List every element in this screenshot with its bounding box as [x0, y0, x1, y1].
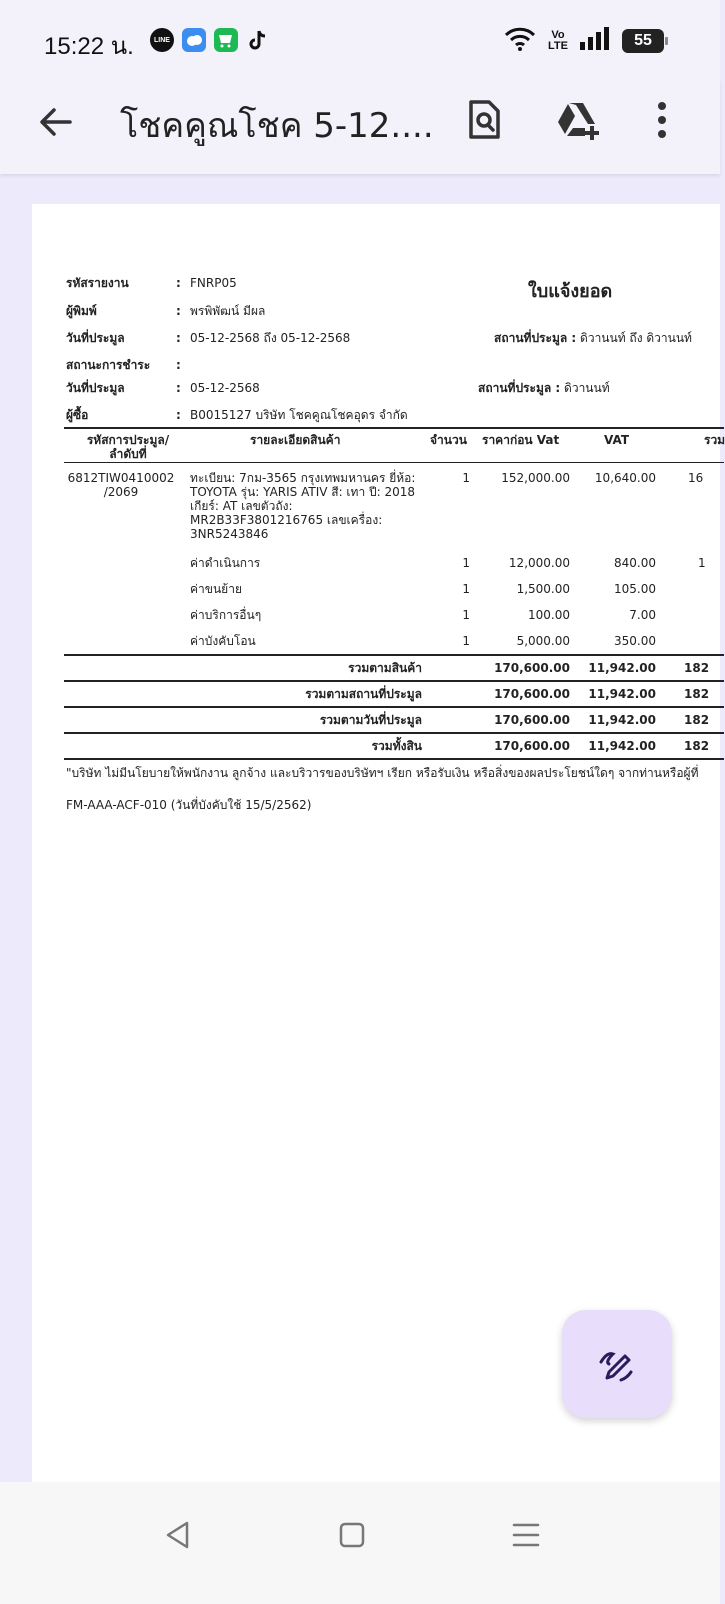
summary-vat: 11,942.00: [588, 713, 656, 727]
nav-home-icon: [338, 1521, 366, 1549]
header-field-buyer: ผู้ซื้อ : B0015127 บริษัท โชคคูณโชคอุดร จำกัด: [66, 408, 408, 422]
policy-footnote: "บริษัท ไม่มีนโยบายให้พนักงาน ลูกจ้าง และบริวารของบริษัทฯ เรียก หรือรับเงิน หรือสิ่งของผลประโยชน์ใดๆ จากท่านหรือผู้ที่: [66, 766, 699, 780]
search-document-icon: [465, 99, 503, 141]
shop-app-icon: [214, 28, 238, 52]
row-price: 100.00: [528, 608, 570, 622]
table-top-rule: [64, 427, 724, 429]
form-code: FM-AAA-ACF-010 (วันที่บังคับใช้ 15/5/2562): [66, 798, 312, 812]
status-app-icons: [150, 28, 270, 52]
nav-back-button[interactable]: [148, 1510, 208, 1560]
nav-back-icon: [163, 1520, 193, 1550]
row-vat: 10,640.00: [594, 471, 656, 485]
back-button[interactable]: [32, 98, 80, 146]
nav-home-button[interactable]: [322, 1510, 382, 1560]
document-title: โชคคูณโชค 5-12....: [120, 106, 434, 146]
header-field-auction-date-range: วันที่ประมูล : 05-12-2568 ถึง 05-12-2568: [66, 331, 351, 345]
item-description: ทะเบียน: 7กม-3565 กรุงเทพมหานคร ยี่ห้อ: TOYOTA รุ่น: YARIS ATIV สี: เทา ปี: 2018 เกียร์: AT เลขตัวถัง: MR2B33F3801216765 เลขเครื่อง: 3NR5243846: [190, 471, 416, 541]
summary-label: รวมตามสถานที่ประมูล: [305, 687, 422, 701]
summary-total: 182: [684, 713, 710, 727]
summary-vat: 11,942.00: [588, 739, 656, 753]
col-header-qty: จำนวน: [430, 433, 467, 447]
nav-menu-button[interactable]: [496, 1510, 556, 1560]
system-nav-bar: [0, 1482, 720, 1604]
app-bar: [0, 80, 720, 174]
header-field-printer: ผู้พิมพ์ : พรพิพัฒน์ มีผล: [66, 304, 266, 318]
row-qty: 1: [462, 608, 470, 622]
table-header-rule: [64, 462, 724, 463]
row-vat: 7.00: [629, 608, 656, 622]
status-time: 15:22 น.: [44, 33, 134, 60]
svg-text:LINE: LINE: [154, 37, 170, 44]
statement-heading: ใบแจ้งยอด: [528, 281, 613, 302]
row-price: 12,000.00: [508, 556, 570, 570]
row-vat: 105.00: [614, 582, 656, 596]
summary-total: 182: [684, 739, 710, 753]
summary-label: รวมตามสินค้า: [348, 661, 422, 675]
weather-app-icon: [182, 28, 206, 52]
col-header-code: รหัสการประมูล/ ลำดับที่: [86, 433, 170, 461]
summary-price: 170,600.00: [494, 713, 570, 727]
row-qty: 1: [462, 582, 470, 596]
search-in-document-button[interactable]: [458, 94, 510, 146]
summary-rule: [64, 758, 724, 760]
edit-fab-button[interactable]: [562, 1310, 672, 1418]
row-qty: 1: [462, 471, 470, 485]
summary-rule: [64, 680, 724, 682]
nav-menu-icon: [511, 1521, 541, 1549]
summary-rule: [64, 654, 724, 656]
signal-icon: [580, 27, 610, 55]
row-desc: ค่าดำเนินการ: [190, 556, 261, 570]
volte-indicator: Vo LTE: [548, 29, 568, 52]
row-desc: ค่าขนย้าย: [190, 582, 242, 596]
row-price: 1,500.00: [516, 582, 570, 596]
item-code: 6812TIW0410002 /2069: [67, 471, 175, 499]
row-qty: 1: [462, 556, 470, 570]
row-total: 16: [688, 471, 704, 485]
header-field-report-code: รหัสรายงาน : FNRP05: [66, 276, 237, 290]
wifi-icon: [504, 26, 536, 56]
more-vert-icon: [656, 100, 668, 140]
drive-add-icon: [555, 100, 601, 140]
row-desc: ค่าบริการอื่นๆ: [190, 608, 262, 622]
more-options-button[interactable]: [636, 94, 688, 146]
line-app-icon: [150, 28, 174, 52]
row-vat: 350.00: [614, 634, 656, 648]
summary-rule: [64, 706, 724, 708]
col-header-total: รวม: [704, 433, 725, 447]
pdf-page[interactable]: [32, 204, 725, 1482]
battery-icon: 55: [622, 29, 664, 53]
save-to-drive-button[interactable]: [552, 94, 604, 146]
col-header-desc: รายละเอียดสินค้า: [250, 433, 341, 447]
summary-label: รวมทั้งสิน: [371, 739, 422, 753]
header-field-payment-status: สถานะการชำระ :: [66, 358, 181, 372]
summary-price: 170,600.00: [494, 739, 570, 753]
summary-rule: [64, 732, 724, 734]
location-range: สถานที่ประมูล : ดิวานนท์ ถึง ดิวานนท์: [494, 331, 692, 345]
row-desc: ค่าบังคับโอน: [190, 634, 256, 648]
summary-total: 182: [684, 661, 710, 675]
row-price: 5,000.00: [516, 634, 570, 648]
summary-label: รวมตามวันที่ประมูล: [319, 713, 422, 727]
summary-vat: 11,942.00: [588, 687, 656, 701]
location-single: สถานที่ประมูล : ดิวานนท์: [478, 381, 610, 395]
summary-price: 170,600.00: [494, 661, 570, 675]
col-header-price: ราคาก่อน Vat: [482, 433, 560, 447]
status-bar: [0, 0, 720, 80]
summary-vat: 11,942.00: [588, 661, 656, 675]
header-field-auction-date: วันที่ประมูล : 05-12-2568: [66, 381, 260, 395]
summary-price: 170,600.00: [494, 687, 570, 701]
row-price: 152,000.00: [501, 471, 570, 485]
row-total: 1: [698, 556, 706, 570]
status-indicators: [504, 26, 664, 56]
row-qty: 1: [462, 634, 470, 648]
tiktok-app-icon: [246, 28, 270, 52]
row-vat: 840.00: [614, 556, 656, 570]
summary-total: 182: [684, 687, 710, 701]
edit-pen-icon: [595, 1342, 639, 1386]
col-header-vat: VAT: [604, 433, 630, 447]
back-arrow-icon: [38, 104, 74, 140]
